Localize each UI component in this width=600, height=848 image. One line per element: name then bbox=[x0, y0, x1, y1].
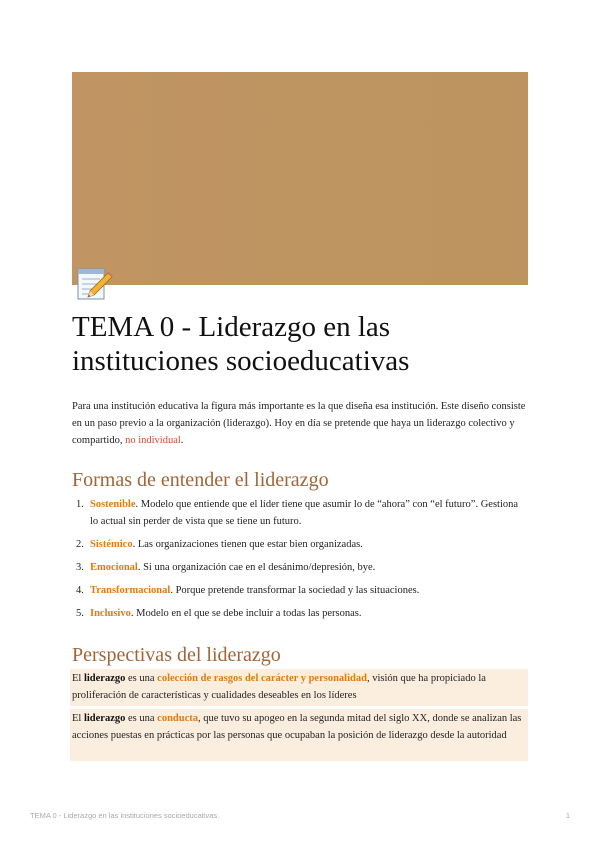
list-number: 3. bbox=[76, 562, 84, 573]
callout-block bbox=[70, 709, 528, 761]
list-text: . Modelo en el que se debe incluir a todas las personas. bbox=[130, 608, 362, 619]
list-term: Sistémico bbox=[90, 539, 133, 550]
callout-term: colección de rasgos del carácter y personalidad bbox=[157, 673, 367, 684]
callout-bold: liderazgo bbox=[83, 713, 126, 724]
list-item bbox=[72, 605, 522, 622]
callout-text: , visión que ha propiciado la proliferación de características y cualidades deseables en los líderes bbox=[72, 673, 486, 701]
callout-text: , que tuvo su apogeo en la segunda mitad del siglo XX, donde se analizan las acciones puestas en prácticas por las personas que ocupaban la posición de liderazgo desde la autoridad bbox=[72, 713, 522, 741]
callout-term: conducta bbox=[157, 713, 199, 724]
list-item bbox=[72, 496, 522, 530]
memo-pencil-icon bbox=[74, 265, 114, 303]
page-number: 1 bbox=[565, 811, 570, 820]
list-term: Sostenible bbox=[90, 499, 136, 510]
list-term: Inclusivo bbox=[90, 608, 131, 619]
leadership-forms-list bbox=[72, 496, 522, 628]
callout-text: El bbox=[72, 673, 84, 684]
list-text: . Modelo que entiende que el líder tiene que asumir lo de “ahora” con “el futuro”. Gestiona lo actual sin perder de vista que se tiene un futuro. bbox=[90, 499, 519, 527]
list-text: . Las organizaciones tienen que estar bien organizadas. bbox=[132, 539, 363, 550]
list-term: Transformacional bbox=[90, 585, 171, 596]
page-footer bbox=[30, 811, 570, 820]
callout-text: es una bbox=[125, 713, 158, 724]
callout-block bbox=[70, 669, 528, 706]
list-number: 1. bbox=[76, 499, 84, 510]
list-text: . Porque pretende transformar la sociedad y las situaciones. bbox=[170, 585, 420, 596]
list-number: 2. bbox=[76, 539, 84, 550]
intro-text: Para una institución educativa la figura más importante es la que diseña esa institución. Este diseño consiste en un paso previo a la organización (liderazgo). Hoy en día se pretende que haya un liderazgo colectivo y compartido, bbox=[72, 401, 526, 446]
intro-end: . bbox=[180, 435, 184, 446]
callout-text: es una bbox=[125, 673, 158, 684]
intro-paragraph bbox=[72, 398, 532, 449]
callout-bold: liderazgo bbox=[83, 673, 126, 684]
list-item bbox=[72, 582, 522, 599]
list-number: 4. bbox=[76, 585, 84, 596]
cover-banner bbox=[72, 72, 528, 285]
section-heading-perspectivas: Perspectivas del liderazgo bbox=[72, 644, 281, 666]
list-text: . Si una organización cae en el desánimo/depresión, bye. bbox=[137, 562, 376, 573]
list-item bbox=[72, 559, 522, 576]
list-term: Emocional bbox=[90, 562, 138, 573]
list-item bbox=[72, 536, 522, 553]
section-heading-formas: Formas de entender el liderazgo bbox=[72, 469, 329, 491]
footer-title: TEMA 0 - Liderazgo en las instituciones socioeducativas. bbox=[30, 811, 220, 820]
list-number: 5. bbox=[76, 608, 84, 619]
page-title: TEMA 0 - Liderazgo en las instituciones socioeducativas bbox=[72, 311, 410, 377]
intro-highlight: no individual bbox=[125, 435, 181, 446]
callout-text: El bbox=[72, 713, 84, 724]
